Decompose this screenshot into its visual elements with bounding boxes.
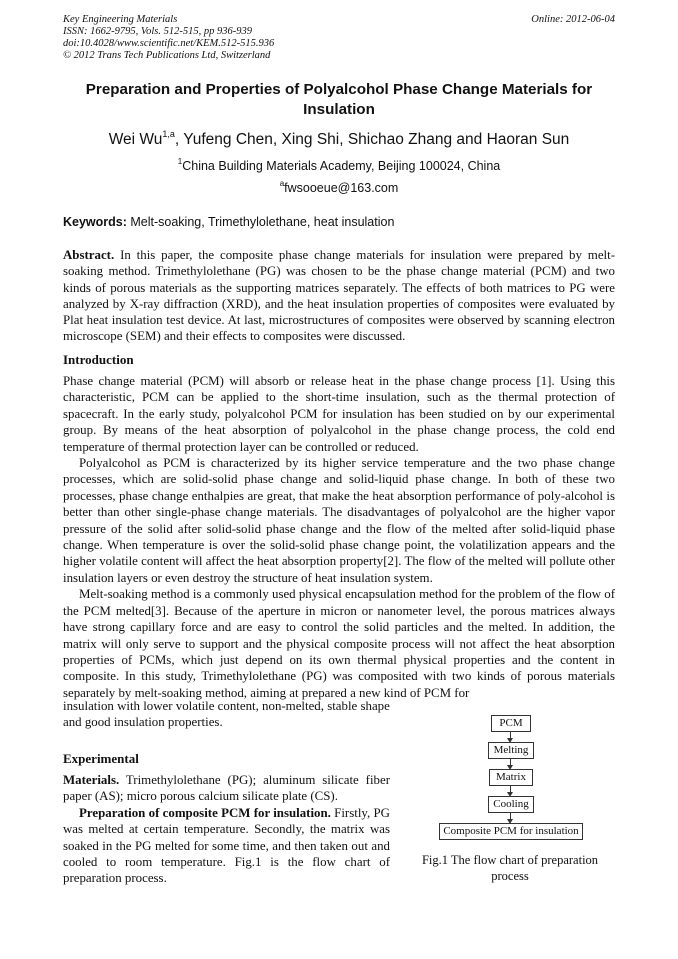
affiliation-superscript: 1 [177,157,183,166]
flow-step-matrix: Matrix [489,769,533,786]
keywords-label: Keywords: [63,215,127,229]
introduction-heading: Introduction [63,352,134,367]
flow-step-pcm: PCM [491,715,531,732]
preparation-text: Firstly, PG was melted at certain temperature. Secondly, the matrix was soaked in the PG melted for some time, and then taken out and cooled to room temperature. Fig.1 is the flow chart of preparation process. [63,805,390,886]
intro-paragraph-1: Phase change material (PCM) will absorb or release heat in the phase change process [1]. Using this characteristic, PCM can be applied to the short-time insulation, such as the thermal protection of spacecraft. In the early study, polyalcohol PCM for insulation has been studied on by our experimental group. By means of the heat absorption of polyalcohol in the phase change process, the cold end temperature of thermal protection layer can be controlled or reduced. [63,374,615,454]
author-email [63,180,615,196]
abstract-text: In this paper, the composite phase change materials for insulation were prepared by melt-soaking method. Trimethylolethane (PG) was chosen to be the phase change material (PCM) and two kinds of porous materials as the supporting matrices separately. The effects of both matrices to PG were analyzed by X-ray diffraction (XRD), and the heat insulation properties of composites were evaluated by Plat heat insulation test device. At last, microstructures of composites were observed by scanning electron microscope (SEM) and their effects to composites were discussed. [63,248,615,344]
affiliation-text: China Building Materials Academy, Beijing 100024, China [182,159,501,173]
experimental-heading: Experimental [63,751,139,766]
keywords-text: Melt-soaking, Trimethylolethane, heat insulation [126,215,395,229]
author-first: Wei Wu [108,131,163,148]
introduction-body [63,373,615,701]
journal-header [63,14,274,62]
author-first-superscript: 1,a [162,129,175,139]
flow-step-cooling: Cooling [488,796,534,813]
journal-doi: doi:10.4028/www.scientific.net/KEM.512-515.936 [63,38,275,49]
affiliation [63,158,615,174]
flow-step-composite: Composite PCM for insulation [439,823,583,840]
preparation-label: Preparation of composite PCM for insulation. [79,805,331,820]
intro-paragraph-2: Polyalcohol as PCM is characterized by its higher service temperature and the two phase change processes, which are solid-solid phase change and solid-liquid phase change. In both of these two processes, phase change enthalpies are great, that make the heat absorption performance of poly-alcohol is better than other single-phase change materials. The disadvantages of polyalcohol are the higher vapor pressure of the solid after solid-solid phase change and the flow of the melted after solid-liquid phase change. When temperature is over the solid-solid phase change point, the volatilization appears and the higher volatile content will affect the heat absorption property[2]. The flow of the melted will pollute other insulation layers or even destroy the structure of heat insulation system. [63,456,615,585]
materials-paragraph [63,772,390,805]
intro-paragraph-3-tail: insulation with lower volatile content, non-melted, stable shape and good insulation properties. [63,699,390,730]
materials-label: Materials. [63,773,120,787]
email-text: fwsooeue@163.com [284,181,399,195]
abstract-label: Abstract. [63,248,115,262]
email-superscript: a [279,179,285,188]
materials-text: Trimethylolethane (PG); aluminum silicate fiber paper (AS); micro porous calcium silicate plate (CS). [63,773,390,804]
journal-issn: ISSN: 1662-9795, Vols. 512-515, pp 936-939 [63,26,252,37]
flow-step-melting: Melting [488,742,534,759]
journal-copyright: © 2012 Trans Tech Publications Ltd, Switzerland [63,50,271,61]
keywords [63,214,615,230]
experimental-body [63,772,390,887]
author-list [63,130,615,150]
journal-name: Key Engineering Materials [63,14,178,25]
intro-paragraph-3: Melt-soaking method is a commonly used physical encapsulation method for the problem of the flow of the PCM melted[3]. Because of the aperture in micron or nanometer level, the porous matrices always have strong capillary force and are easy to control the solid particles and the melted. In addition, the matrix will only serve to support and the physical composite process will not affect the heat absorption properties of PCMs, which just depend on its own thermal physical properties and the content in composite. In this study, Trimethylolethane (PG) was composited with two kinds of porous materials separately by melt-soaking method, aiming at prepared a new kind of PCM for [63,587,615,700]
flow-chart [425,708,595,843]
paper-title: Preparation and Properties of Polyalcohol Phase Change Materials for Insulation [85,81,593,118]
author-rest: , Yufeng Chen, Xing Shi, Shichao Zhang and Haoran Sun [174,131,570,148]
abstract [63,247,615,345]
online-date: Online: 2012-06-04 [531,14,615,25]
preparation-paragraph [63,805,390,887]
figure-caption: Fig.1 The flow chart of preparation process [421,853,599,883]
